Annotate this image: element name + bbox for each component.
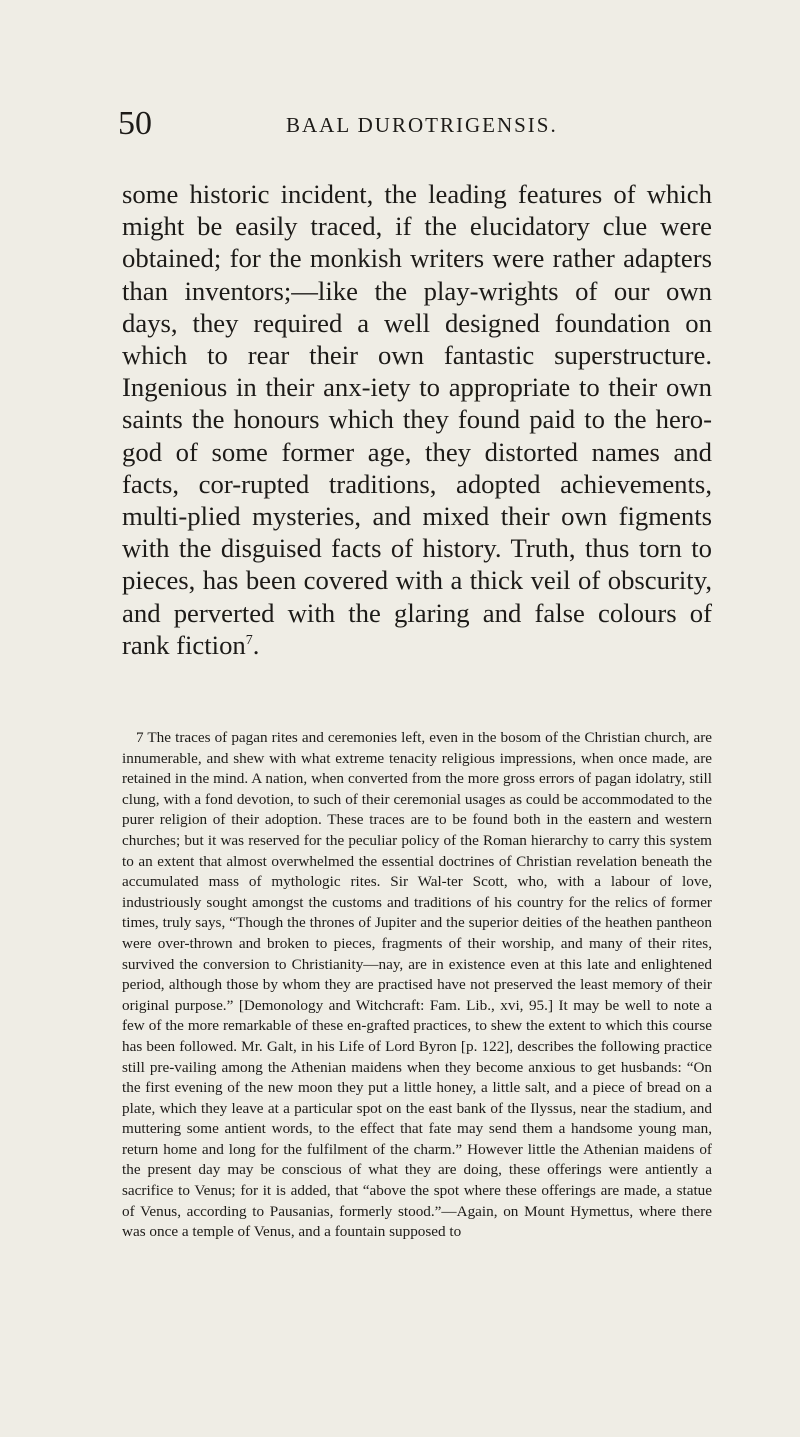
running-title: BAAL DUROTRIGENSIS. xyxy=(286,113,558,137)
main-paragraph: some historic incident, the leading features of which might be easily traced, if the elucidatory clue were obtained; for the monkish writers were rather adapters than inventors;—like the play-wrights of our own days, they required a well designed foundation on which to rear their own fantastic superstructure. Ingenious in their anx-iety to appropriate to their own saints the honours which they found paid to the hero-god of some former age, they distorted names and facts, cor-rupted traditions, adopted achievements, multi-plied mysteries, and mixed their own figments with the disguised facts of history. Truth, thus torn to pieces, has been covered with a thick veil of obscurity, and perverted with the glaring and false colours of rank fiction$^7$. xyxy=(122,179,712,660)
footnote-7: 7 The traces of pagan rites and ceremonies left, even in the bosom of the Christian church, are innumerable, and shew with what extreme tenacity religious impressions, when once made, are retained in the mind. A nation, when converted from the more gross errors of pagan idolatry, still clung, with a fond devotion, to such of their ceremonial usages as could be accommodated to the purer religion of their adoption. These traces are to be found both in the eastern and western churches; but it was reserved for the peculiar policy of the Roman hierarchy to carry this system to an extent that almost overwhelmed the essential doctrines of Christian revelation beneath the accumulated mass of mythologic rites. Sir Wal-ter Scott, who, with a labour of love, industriously sought amongst the customs and traditions of his country for the relics of former times, truly says, “Though the thrones of Jupiter and the superior deities of the heathen pantheon were over-thrown and broken to pieces, fragments of their worship, and many of their rites, survived the conversion to Christianity—nay, are in existence even at this late and enlightened period, although those by whom they are practised have not preserved the least memory of their original purpose.” [Demonology and Witchcraft: Fam. Lib., xvi, 95.] It may be well to note a few of the more remarkable of these en-grafted practices, to shew the extent to which this course has been followed. Mr. Galt, in his Life of Lord Byron [p. 122], describes the following practice still pre-vailing among the Athenian maidens when they become anxious to get husbands: “On the first evening of the new moon they put a little honey, a little salt, and a piece of bread on a plate, which they leave at a particular spot on the east bank of the Ilyssus, near the stadium, and muttering some antient words, to the effect that fate may send them a handsome young man, return home and long for the fulfilment of the charm.” However little the Athenian maidens of the present day may be conscious of what they are doing, these offerings were antiently a sacrifice to Venus; for it is added, that “above the spot where these offerings are made, a statue of Venus, according to Pausanias, formerly stood.”—Again, on Mount Hymettus, where there was once a temple of Venus, and a fountain supposed to xyxy=(122,729,712,1241)
page-header xyxy=(118,104,702,144)
page-number: 50 xyxy=(118,105,152,142)
footnote-reference[interactable]: 7 xyxy=(245,632,253,648)
main-paragraph-text: some historic incident, the leading features of which might be easily traced, if the elucidatory clue were obtained; for the monkish writers were rather adapters than inventors;—like the play-wrights of our own days, they required a well designed foundation on which to rear their own fantastic superstructure. Ingenious in their anx-iety to appropriate to their own saints the honours which they found paid to the hero-god of some former age, they distorted names and facts, cor-rupted traditions, adopted achievements, multi-plied mysteries, and mixed their own figments with the disguised facts of history. Truth, thus torn to pieces, has been covered with a thick veil of obscurity, and perverted with the glaring and false colours of rank fiction xyxy=(122,179,712,660)
